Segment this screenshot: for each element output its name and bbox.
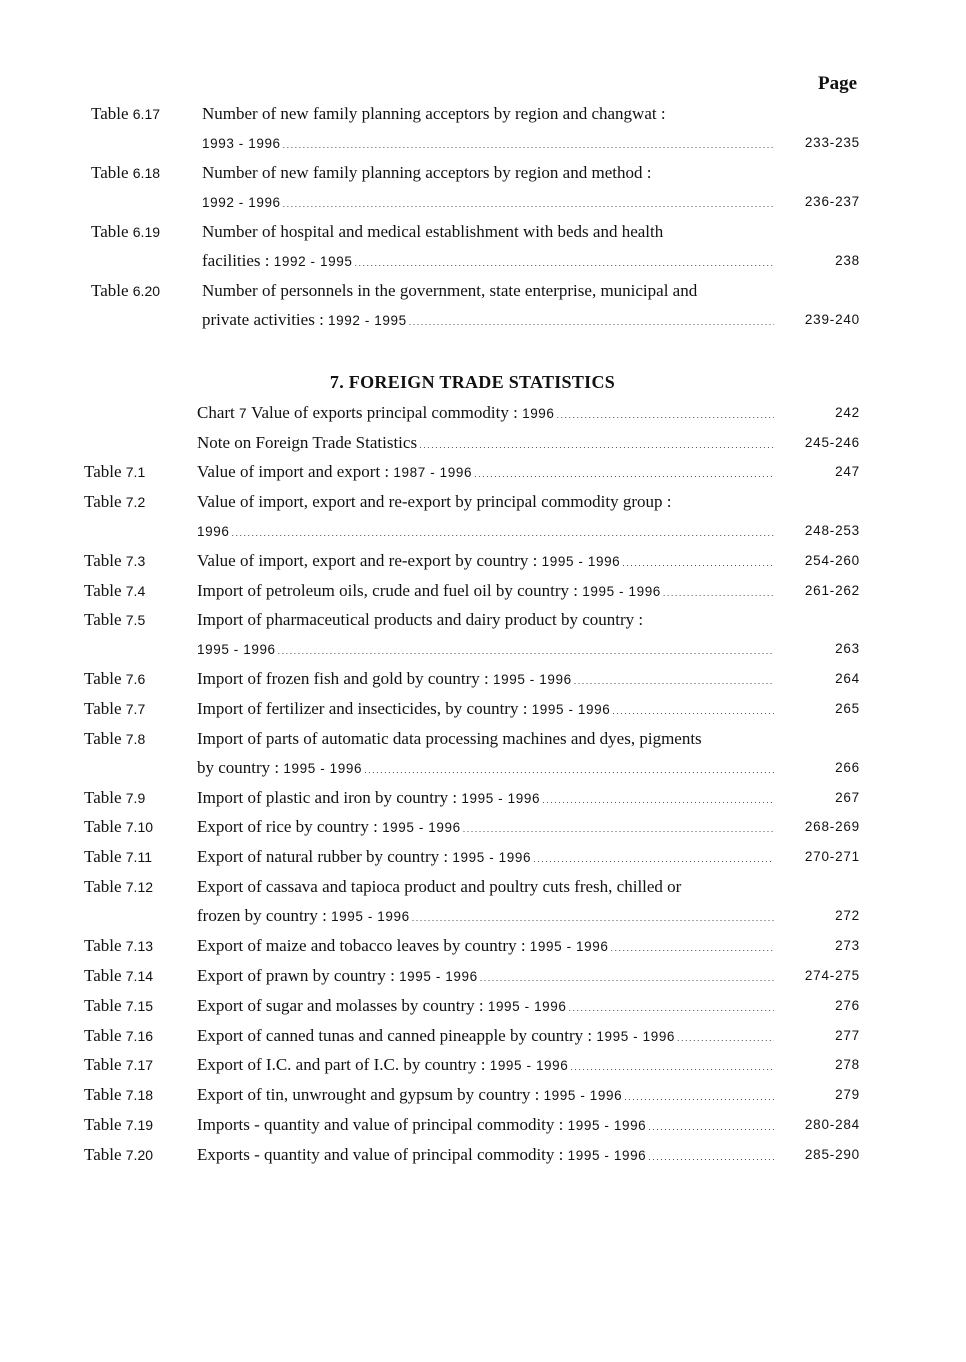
table-id: 7.5 xyxy=(125,612,146,628)
entry-title-line xyxy=(197,581,774,603)
table-label: Table xyxy=(91,163,129,182)
table-label: Table xyxy=(84,462,122,481)
entry-title-line xyxy=(202,192,774,214)
entry-title-text: Export of canned tunas and canned pineapple by country : 1995 - 1996 xyxy=(197,1026,676,1045)
table-label: Table xyxy=(84,966,122,985)
table-label: Table xyxy=(84,996,122,1015)
entry-title-text: Import of plastic and iron by country : 1995 - 1996 xyxy=(197,788,541,807)
table-number xyxy=(84,996,153,1016)
page-number: 265 xyxy=(835,701,860,716)
table-id: 7.7 xyxy=(125,701,146,717)
page-column-header: Page xyxy=(818,73,858,94)
table-id: 7.6 xyxy=(125,671,146,687)
entry-title-line xyxy=(202,163,651,185)
entry-title-line xyxy=(197,729,702,751)
table-id: 6.18 xyxy=(132,165,161,181)
table-number xyxy=(84,788,145,808)
page-number: 242 xyxy=(835,405,860,420)
table-id: 7.10 xyxy=(125,819,154,835)
table-number xyxy=(84,669,145,689)
table-id: 7.3 xyxy=(125,553,146,569)
entry-title-text: Export of natural rubber by country : 1995 - 1996 xyxy=(197,847,532,866)
dot-leader xyxy=(412,913,774,923)
table-label: Table xyxy=(91,222,129,241)
page-number: 254-260 xyxy=(804,553,860,568)
page-number: 264 xyxy=(835,671,860,686)
dot-leader xyxy=(354,258,774,268)
table-label: Table xyxy=(91,281,129,300)
table-label: Table xyxy=(84,699,122,718)
table-number xyxy=(91,163,160,183)
table-number xyxy=(84,877,153,897)
entry-title-line xyxy=(202,281,697,303)
dot-leader xyxy=(231,528,774,538)
entry-title-line xyxy=(197,462,774,484)
entry-title-line xyxy=(197,758,774,780)
entry-title-line xyxy=(197,433,774,455)
table-id: 7.12 xyxy=(125,879,154,895)
page-number: 247 xyxy=(835,464,860,479)
table-number xyxy=(91,104,160,124)
entry-title-line xyxy=(202,251,774,273)
table-id: 7.15 xyxy=(125,998,154,1014)
entry-title-text: Import of frozen fish and gold by country : 1995 - 1996 xyxy=(197,669,572,688)
entry-title-line xyxy=(197,788,774,810)
entry-title-text: Exports - quantity and value of principal commodity : 1995 - 1996 xyxy=(197,1145,647,1164)
table-label: Table xyxy=(84,610,122,629)
entry-title-line xyxy=(197,551,774,573)
dot-leader xyxy=(409,317,774,327)
entry-title-text: Import of pharmaceutical products and dairy product by country : xyxy=(197,610,644,629)
section-heading: 7. FOREIGN TRADE STATISTICS xyxy=(329,372,616,392)
table-label: Table xyxy=(84,1145,122,1164)
entry-title-line xyxy=(197,817,774,839)
table-label: Table xyxy=(84,1026,122,1045)
table-number xyxy=(84,581,145,601)
entry-title-text: 1993 - 1996 xyxy=(202,136,281,151)
dot-leader xyxy=(533,854,774,864)
table-label: Table xyxy=(84,729,122,748)
page-number: 239-240 xyxy=(804,312,860,327)
dot-leader xyxy=(463,824,774,834)
page-number: 236-237 xyxy=(804,194,860,209)
entry-title-text: facilities : 1992 - 1995 xyxy=(202,251,353,270)
entry-title-text: Export of maize and tobacco leaves by country : 1995 - 1996 xyxy=(197,936,609,955)
table-label: Table xyxy=(84,1115,122,1134)
table-id: 7.18 xyxy=(125,1087,154,1103)
table-id: 7.9 xyxy=(125,790,146,806)
table-id: 7.13 xyxy=(125,938,154,954)
page-number: 266 xyxy=(835,760,860,775)
table-label: Table xyxy=(84,877,122,896)
entry-title-line xyxy=(197,966,774,988)
table-number xyxy=(84,936,153,956)
entry-title-line xyxy=(197,492,671,514)
entry-title-line xyxy=(197,906,774,928)
entry-title-text: Number of new family planning acceptors by region and method : xyxy=(202,163,652,182)
entry-title-line xyxy=(202,133,774,155)
entry-title-line xyxy=(197,403,774,425)
entry-title-line xyxy=(202,104,666,126)
table-id: 6.19 xyxy=(132,224,161,240)
page-number: 248-253 xyxy=(804,523,860,538)
table-id: 7.1 xyxy=(125,464,146,480)
table-id: 7.16 xyxy=(125,1028,154,1044)
entry-title-line xyxy=(202,222,663,244)
entry-title-text: by country : 1995 - 1996 xyxy=(197,758,363,777)
table-id: 7.19 xyxy=(125,1117,154,1133)
entry-title-text: Export of rice by country : 1995 - 1996 xyxy=(197,817,461,836)
entry-title-line xyxy=(197,1085,774,1107)
entry-title-text: Imports - quantity and value of principal commodity : 1995 - 1996 xyxy=(197,1115,647,1134)
dot-leader xyxy=(278,646,774,656)
table-label: Table xyxy=(84,817,122,836)
entry-title-line xyxy=(197,877,681,899)
entry-title-line xyxy=(197,1026,774,1048)
entry-title-text: Number of personnels in the government, state enterprise, municipal and xyxy=(202,281,698,300)
page-number: 285-290 xyxy=(804,1147,860,1162)
dot-leader xyxy=(419,440,774,450)
dot-leader xyxy=(542,795,774,805)
page-number: 277 xyxy=(835,1028,860,1043)
table-id: 7.2 xyxy=(125,494,146,510)
table-number xyxy=(91,281,160,301)
table-id: 7.8 xyxy=(125,731,146,747)
entry-title-text: Value of import and export : 1987 - 1996 xyxy=(197,462,473,481)
page-number: 238 xyxy=(835,253,860,268)
table-label: Table xyxy=(84,936,122,955)
entry-title-text: Value of import, export and re-export by principal commodity group : xyxy=(197,492,672,511)
dot-leader xyxy=(557,410,774,420)
entry-title-text: Export of cassava and tapioca product and poultry cuts fresh, chilled or xyxy=(197,877,682,896)
dot-leader xyxy=(574,676,774,686)
entry-title-text: Note on Foreign Trade Statistics xyxy=(197,433,418,452)
entry-title-line xyxy=(197,639,774,661)
table-id: 7.11 xyxy=(125,849,152,865)
dot-leader xyxy=(569,1003,774,1013)
entry-title-text: Export of I.C. and part of I.C. by country : 1995 - 1996 xyxy=(197,1055,569,1074)
page-number: 267 xyxy=(835,790,860,805)
page-number: 245-246 xyxy=(804,435,860,450)
entry-title-line xyxy=(197,521,774,543)
table-number xyxy=(84,817,153,837)
dot-leader xyxy=(663,588,774,598)
entry-title-text: Export of tin, unwrought and gypsum by country : 1995 - 1996 xyxy=(197,1085,623,1104)
dot-leader xyxy=(364,765,774,775)
page-number: 280-284 xyxy=(804,1117,860,1132)
table-id: 7.20 xyxy=(125,1147,154,1163)
table-number xyxy=(84,1115,153,1135)
table-label: Table xyxy=(84,669,122,688)
entry-title-text: Number of new family planning acceptors by region and changwat : xyxy=(202,104,666,123)
page-number: 278 xyxy=(835,1057,860,1072)
entry-title-text: 1992 - 1996 xyxy=(202,195,281,210)
entry-title-text: Import of parts of automatic data processing machines and dyes, pigments xyxy=(197,729,702,748)
table-number xyxy=(84,1145,153,1165)
table-number xyxy=(84,1026,153,1046)
table-id: 6.20 xyxy=(132,283,161,299)
page-number: 268-269 xyxy=(804,819,860,834)
table-label: Table xyxy=(91,104,129,123)
dot-leader xyxy=(283,140,774,150)
dot-leader xyxy=(610,943,774,953)
table-id: 6.17 xyxy=(132,106,161,122)
page-number: 274-275 xyxy=(804,968,860,983)
entry-title-line xyxy=(197,610,643,632)
entry-title-text: Import of petroleum oils, crude and fuel oil by country : 1995 - 1996 xyxy=(197,581,661,600)
table-label: Table xyxy=(84,581,122,600)
table-id: 7.4 xyxy=(125,583,146,599)
table-number xyxy=(84,847,152,867)
entry-title-text: 1995 - 1996 xyxy=(197,642,276,657)
page-number: 272 xyxy=(835,908,860,923)
table-number xyxy=(84,492,145,512)
table-number xyxy=(84,1055,153,1075)
dot-leader xyxy=(474,469,774,479)
entry-title-text: Number of hospital and medical establishment with beds and health xyxy=(202,222,664,241)
page-number: 276 xyxy=(835,998,860,1013)
entry-title-line xyxy=(197,936,774,958)
dot-leader xyxy=(648,1122,774,1132)
entry-title-line xyxy=(197,1145,774,1167)
table-number xyxy=(84,462,145,482)
table-label: Table xyxy=(84,492,122,511)
dot-leader xyxy=(622,558,774,568)
page-number: 263 xyxy=(835,641,860,656)
entry-title-line xyxy=(197,669,774,691)
dot-leader xyxy=(283,199,774,209)
dot-leader xyxy=(570,1062,774,1072)
entry-title-text: Chart 7 Value of exports principal commodity : 1996 xyxy=(197,403,555,422)
table-number xyxy=(84,966,153,986)
entry-title-line xyxy=(197,1055,774,1077)
table-number xyxy=(84,729,145,749)
entry-title-line xyxy=(197,847,774,869)
table-label: Table xyxy=(84,551,122,570)
page-number: 261-262 xyxy=(804,583,860,598)
dot-leader xyxy=(480,973,774,983)
dot-leader xyxy=(648,1152,774,1162)
table-number xyxy=(84,610,145,630)
table-label: Table xyxy=(84,1085,122,1104)
entry-title-text: Export of sugar and molasses by country : 1995 - 1996 xyxy=(197,996,567,1015)
page-number: 273 xyxy=(835,938,860,953)
dot-leader xyxy=(677,1033,774,1043)
table-label: Table xyxy=(84,1055,122,1074)
table-label: Table xyxy=(84,788,122,807)
entry-title-text: Import of fertilizer and insecticides, by country : 1995 - 1996 xyxy=(197,699,611,718)
table-number xyxy=(84,1085,153,1105)
entry-title-line xyxy=(202,310,774,332)
table-label: Table xyxy=(84,847,122,866)
table-number xyxy=(84,699,145,719)
dot-leader xyxy=(624,1092,774,1102)
table-number xyxy=(91,222,160,242)
page-number: 233-235 xyxy=(804,135,860,150)
entry-title-text: Export of prawn by country : 1995 - 1996 xyxy=(197,966,478,985)
page-number: 270-271 xyxy=(804,849,860,864)
page-number: 279 xyxy=(835,1087,860,1102)
table-id: 7.17 xyxy=(125,1057,154,1073)
entry-title-line xyxy=(197,1115,774,1137)
entry-title-line xyxy=(197,996,774,1018)
entry-title-text: Value of import, export and re-export by country : 1995 - 1996 xyxy=(197,551,621,570)
dot-leader xyxy=(612,706,774,716)
entry-title-text: frozen by country : 1995 - 1996 xyxy=(197,906,410,925)
entry-title-line xyxy=(197,699,774,721)
table-id: 7.14 xyxy=(125,968,154,984)
entry-title-text: private activities : 1992 - 1995 xyxy=(202,310,407,329)
entry-title-text: 1996 xyxy=(197,524,230,539)
table-number xyxy=(84,551,145,571)
